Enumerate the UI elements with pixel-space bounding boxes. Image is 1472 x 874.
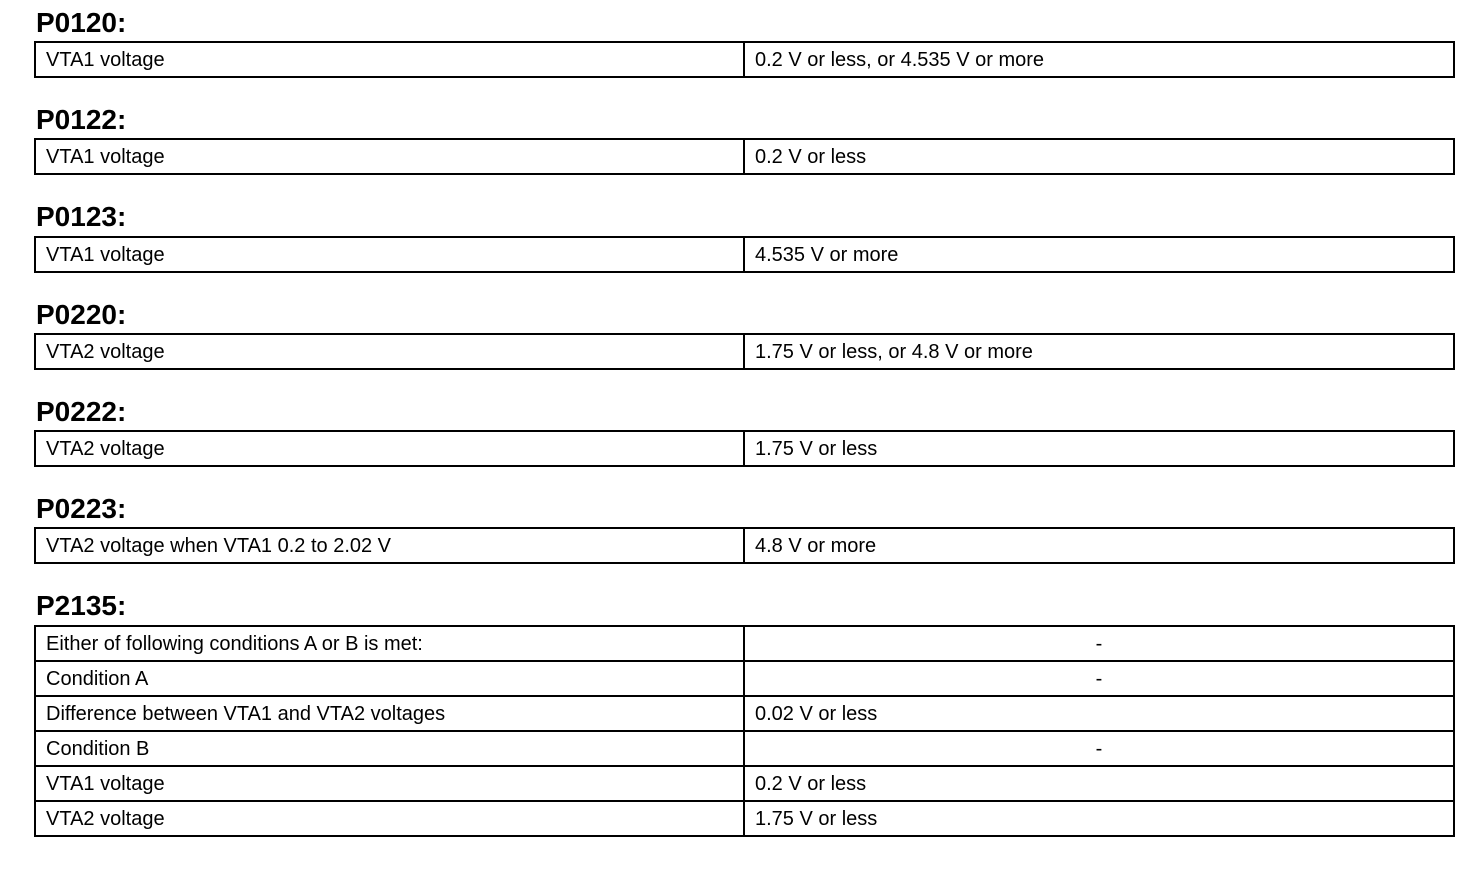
condition-value: 4.535 V or more — [744, 237, 1454, 272]
table-row — [35, 766, 1454, 801]
condition-item: VTA2 voltage — [35, 334, 744, 369]
table-row — [35, 696, 1454, 731]
condition-item: Condition B — [35, 731, 744, 766]
dtc-code-title: P0122: — [36, 104, 127, 135]
condition-item: VTA1 voltage — [35, 766, 744, 801]
condition-value: - — [744, 731, 1454, 766]
condition-value: 0.2 V or less — [744, 139, 1454, 174]
dtc-condition-table — [34, 625, 1455, 837]
condition-item: VTA2 voltage when VTA1 0.2 to 2.02 V — [35, 528, 744, 563]
condition-value: - — [744, 661, 1454, 696]
condition-value: 1.75 V or less, or 4.8 V or more — [744, 334, 1454, 369]
condition-item: VTA1 voltage — [35, 42, 744, 77]
dtc-code-title: P2135: — [36, 590, 127, 621]
dtc-code-title: P0223: — [36, 493, 127, 524]
table-row — [35, 237, 1454, 272]
condition-item: VTA2 voltage — [35, 801, 744, 836]
table-row — [35, 626, 1454, 661]
condition-value: 0.02 V or less — [744, 696, 1454, 731]
table-row — [35, 42, 1454, 77]
dtc-condition-table — [34, 430, 1455, 467]
dtc-condition-table — [34, 138, 1455, 175]
table-row — [35, 139, 1454, 174]
table-row — [35, 431, 1454, 466]
condition-item: Condition A — [35, 661, 744, 696]
dtc-condition-table — [34, 236, 1455, 273]
condition-item: VTA2 voltage — [35, 431, 744, 466]
condition-value: 1.75 V or less — [744, 431, 1454, 466]
condition-value: 0.2 V or less, or 4.535 V or more — [744, 42, 1454, 77]
dtc-code-title: P0123: — [36, 201, 127, 232]
table-row — [35, 334, 1454, 369]
table-row — [35, 801, 1454, 836]
condition-item: Either of following conditions A or B is met: — [35, 626, 744, 661]
condition-value: - — [744, 626, 1454, 661]
dtc-condition-table — [34, 333, 1455, 370]
dtc-condition-table — [34, 41, 1455, 78]
condition-item: VTA1 voltage — [35, 237, 744, 272]
condition-value: 0.2 V or less — [744, 766, 1454, 801]
dtc-code-title: P0120: — [36, 7, 127, 38]
dtc-code-title: P0220: — [36, 299, 127, 330]
table-row — [35, 731, 1454, 766]
table-row — [35, 528, 1454, 563]
table-row — [35, 661, 1454, 696]
condition-item: VTA1 voltage — [35, 139, 744, 174]
dtc-code-title: P0222: — [36, 396, 127, 427]
condition-item: Difference between VTA1 and VTA2 voltages — [35, 696, 744, 731]
condition-value: 1.75 V or less — [744, 801, 1454, 836]
dtc-condition-table — [34, 527, 1455, 564]
condition-value: 4.8 V or more — [744, 528, 1454, 563]
